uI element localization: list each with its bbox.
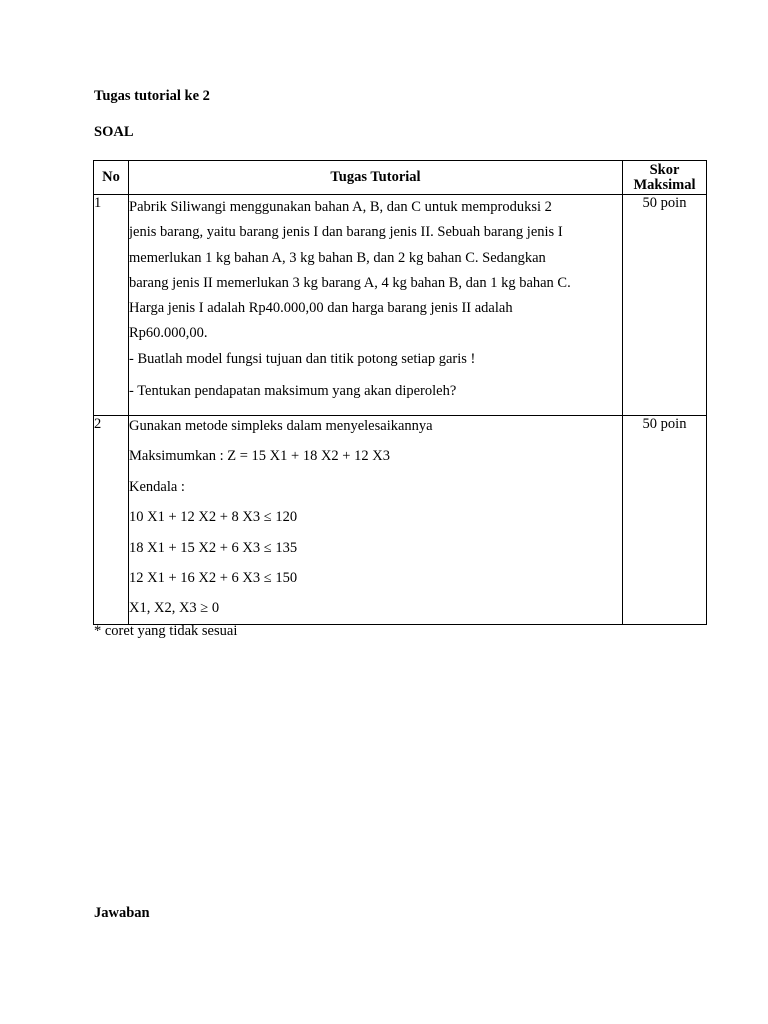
task-description <box>129 195 623 416</box>
header-score-line2: Maksimal <box>633 176 696 193</box>
task-description <box>129 416 623 625</box>
task-line: Kendala : <box>129 478 185 495</box>
constraint-line: 18 X1 + 15 X2 + 6 X3 ≤ 135 <box>129 539 298 556</box>
task-line: Pabrik Siliwangi menggunakan bahan A, B, dan C untuk memproduksi 2 <box>129 199 552 215</box>
max-score: 50 poin <box>623 416 707 625</box>
task-line: Maksimumkan : Z = 15 X1 + 18 X2 + 12 X3 <box>129 448 390 465</box>
task-line: memerlukan 1 kg bahan A, 3 kg bahan B, dan 2 kg bahan C. Sedangkan <box>129 249 546 266</box>
section-heading-soal: SOAL <box>94 124 134 140</box>
constraint-line: 10 X1 + 12 X2 + 8 X3 ≤ 120 <box>129 509 298 526</box>
task-line: jenis barang, yaitu barang jenis I dan barang jenis II. Sebuah barang jenis I <box>129 224 563 241</box>
row-number: 1 <box>94 195 129 416</box>
table-header-row <box>94 161 707 195</box>
footnote: * coret yang tidak sesuai <box>94 623 238 639</box>
table-row <box>94 195 707 416</box>
task-table <box>93 160 707 625</box>
header-task: Tugas Tutorial <box>129 161 623 195</box>
section-heading-jawaban: Jawaban <box>94 905 150 921</box>
task-bullet: - Buatlah model fungsi tujuan dan titik potong setiap garis ! <box>129 350 476 367</box>
header-score-line1: Skor <box>649 161 680 178</box>
constraint-line: 12 X1 + 16 X2 + 6 X3 ≤ 150 <box>129 569 298 586</box>
constraint-line: X1, X2, X3 ≥ 0 <box>129 600 220 617</box>
task-line: Rp60.000,00. <box>129 325 208 342</box>
task-line: Harga jenis I adalah Rp40.000,00 dan harga barang jenis II adalah <box>129 300 513 317</box>
task-line: Gunakan metode simpleks dalam menyelesaikannya <box>129 418 433 434</box>
task-line: barang jenis II memerlukan 3 kg barang A, 4 kg bahan B, dan 1 kg bahan C. <box>129 274 571 291</box>
task-bullet: - Tentukan pendapatan maksimum yang akan diperoleh? <box>129 382 457 399</box>
header-no: No <box>94 161 129 195</box>
max-score: 50 poin <box>623 195 707 416</box>
row-number: 2 <box>94 416 129 625</box>
table-row <box>94 416 707 625</box>
document-title: Tugas tutorial ke 2 <box>94 88 210 104</box>
header-score <box>623 161 707 195</box>
